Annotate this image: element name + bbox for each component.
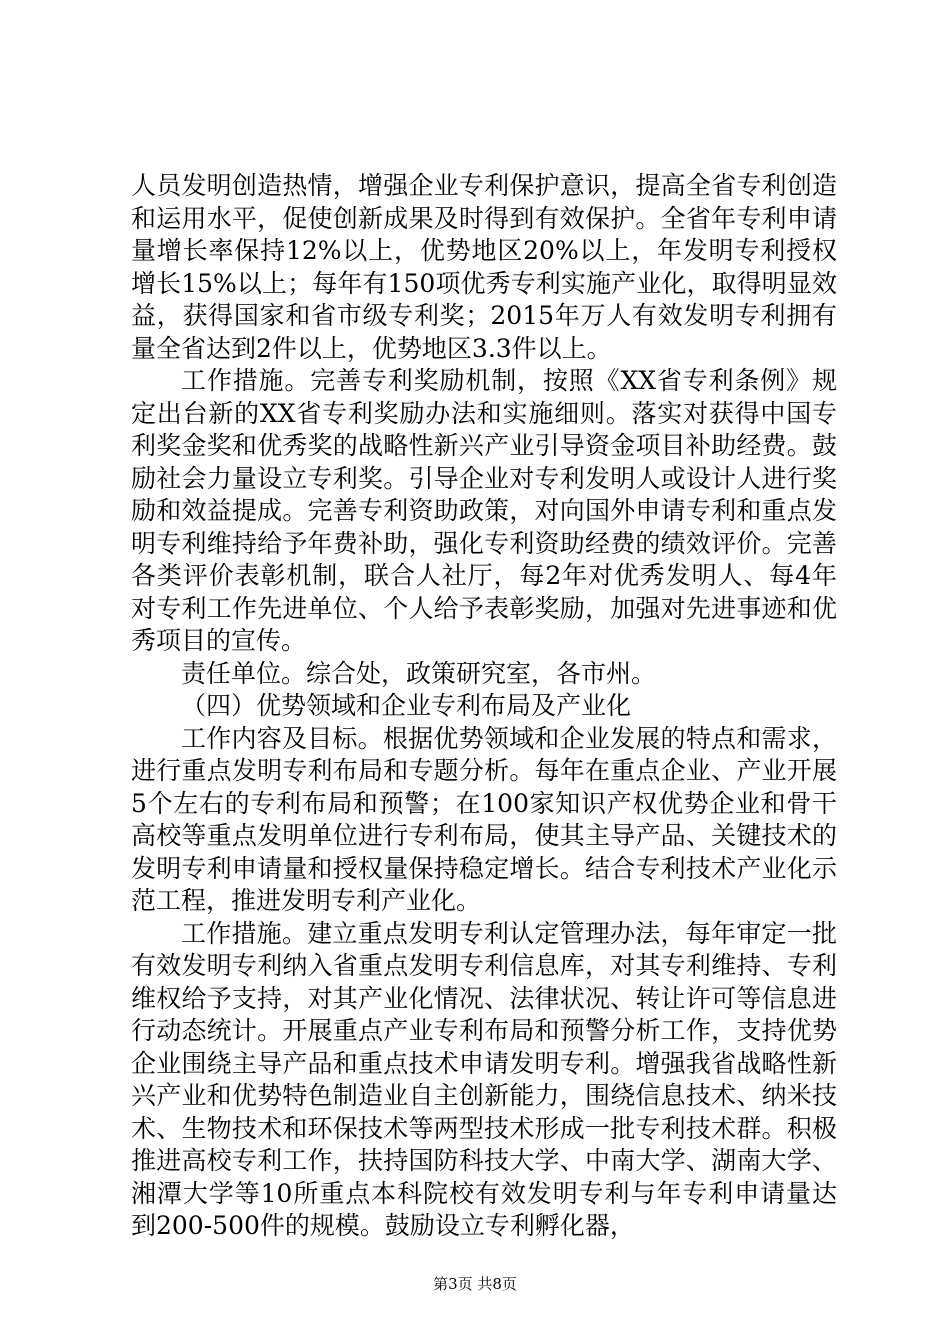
paragraph-2: 工作措施。完善专利奖励机制，按照《XX省专利条例》规定出台新的XX省专利奖励办法和实施细则。落实对获得中国专利奖金奖和优秀奖的战略性新兴产业引导资金项目补助经费。鼓励社会力量设立专利奖。引导企业对专利发明人或设计人进行奖励和效益提成。完善专利资助政策，对向国外申请专利和重点发明专利维持给予年费补助，强化专利资助经费的绩效评价。完善各类评价表彰机制，联合人社厅，每2年对优秀发明人、每4年对专利工作先进单位、个人给予表彰奖励，加强对先进事迹和优秀项目的宣传。: [131, 366, 837, 655]
document-body: [131, 170, 837, 1243]
section-heading: （四）优势领域和企业专利布局及产业化: [181, 691, 632, 720]
paragraph-5: 工作内容及目标。根据优势领域和企业发展的特点和需求，进行重点发明专利布局和专题分析。每年在重点企业、产业开展5个左右的专利布局和预警；在100家知识产权优势企业和骨干高校等重点发明单位进行专利布局，使其主导产品、关键技术的发明专利申请量和授权量保持稳定增长。结合专利技术产业化示范工程，推进发明专利产业化。: [131, 723, 837, 915]
page-number-footer: 第3页 共8页: [433, 1275, 517, 1293]
paragraph-1: 人员发明创造热情，增强企业专利保护意识，提高全省专利创造和运用水平，促使创新成果及时得到有效保护。全省年专利申请量增长率保持12%以上，优势地区20%以上，年发明专利授权增长15%以上；每年有150项优秀专利实施产业化，取得明显效益，获得国家和省市级专利奖；2015年万人有效发明专利拥有量全省达到2件以上，优势地区3.3件以上。: [131, 171, 837, 363]
paragraph-3: 责任单位。综合处，政策研究室，各市州。: [181, 658, 657, 688]
paragraph-6: 工作措施。建立重点发明专利认定管理办法，每年审定一批有效发明专利纳入省重点发明专利信息库，对其专利维持、专利维权给予支持，对其产业化情况、法律状况、转让许可等信息进行动态统计。开展重点产业专利布局和预警分析工作，支持优势企业围绕主导产品和重点技术申请发明专利。增强我省战略性新兴产业和优势特色制造业自主创新能力，围绕信息技术、纳米技术、生物技术和环保技术等两型技术形成一批专利技术群。积极推进高校专利工作，扶持国防科技大学、中南大学、湖南大学、湘潭大学等10所重点本科院校有效发明专利与年专利申请量达到200-500件的规模。鼓励设立专利孵化器，: [131, 918, 837, 1240]
